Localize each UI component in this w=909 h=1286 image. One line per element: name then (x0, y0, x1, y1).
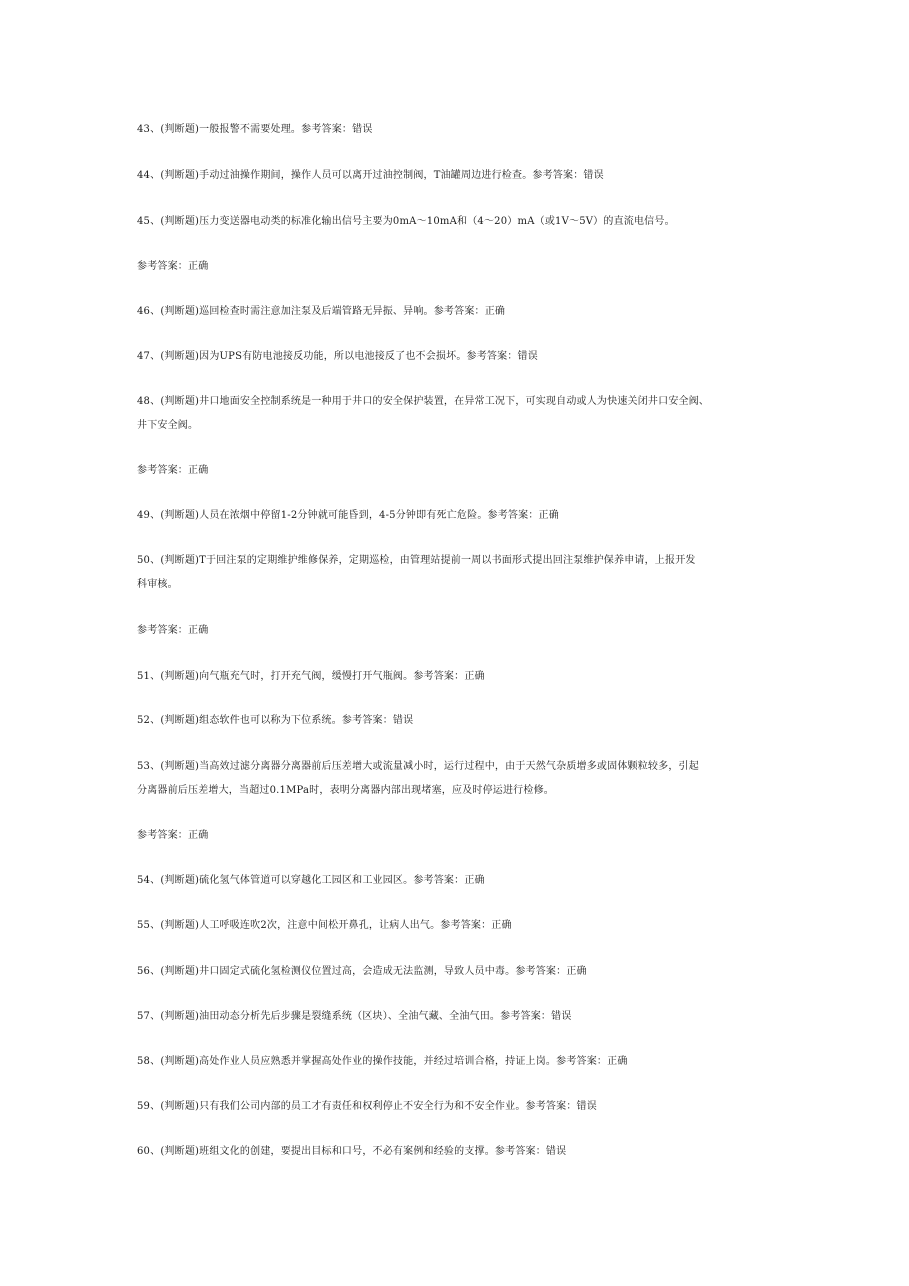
question-58: 58、(判断题)高处作业人员应熟悉并掌握高处作业的操作技能，并经过培训合格，持证上岗。参考答案：正确 (137, 1056, 628, 1067)
answer-50: 参考答案：正确 (137, 625, 209, 636)
question-60: 60、(判断题)班组文化的创建，要提出目标和口号，不必有案例和经验的支撑。参考答案：错误 (137, 1146, 567, 1157)
question-50-line1: 50、(判断题)T于回注泵的定期维护维修保养，定期巡检，由管理站提前一周以书面形式提出回注泵维护保养申请，上报开发 (137, 555, 696, 566)
question-47: 47、(判断题)因为UPS有防电池接反功能，所以电池接反了也不会损坏。参考答案：错误 (137, 351, 538, 362)
answer-45: 参考答案：正确 (137, 261, 209, 272)
question-57: 57、(判断题)油田动态分析先后步骤是裂缝系统（区块）、全油气藏、全油气田。参考答案：错误 (137, 1011, 572, 1022)
question-48-line1: 48、(判断题)井口地面安全控制系统是一种用于井口的安全保护装置，在异常工况下，可实现自动或人为快速关闭井口安全阀、 (137, 396, 710, 407)
question-55: 55、(判断题)人工呼吸连吹2次，注意中间松开鼻孔，让病人出气。参考答案：正确 (137, 920, 512, 931)
question-51: 51、(判断题)向气瓶充气时，打开充气阀，缓慢打开气瓶阀。参考答案：正确 (137, 671, 485, 682)
question-54: 54、(判断题)硫化氢气体管道可以穿越化工园区和工业园区。参考答案：正确 (137, 875, 485, 886)
question-52: 52、(判断题)组态软件也可以称为下位系统。参考答案：错误 (137, 715, 414, 726)
answer-48: 参考答案：正确 (137, 465, 209, 476)
question-45: 45、(判断题)压力变送器电动类的标准化输出信号主要为0mA～10mA和（4～20）mA（或1V～5V）的直流电信号。 (137, 216, 675, 227)
question-59: 59、(判断题)只有我们公司内部的员工才有责任和权利停止不安全行为和不安全作业。参考答案：错误 (137, 1101, 597, 1112)
question-48-line2: 井下安全阀。 (137, 420, 199, 431)
question-53-line2: 分离器前后压差增大，当超过0.1MPa时，表明分离器内部出现堵塞，应及时停运进行检修。 (137, 785, 554, 796)
question-53-line1: 53、(判断题)当高效过滤分离器分离器前后压差增大或流量减小时，运行过程中，由于天然气杂质增多或固体颗粒较多，引起 (137, 761, 699, 772)
question-56: 56、(判断题)井口固定式硫化氢检测仪位置过高，会造成无法监测，导致人员中毒。参考答案：正确 (137, 966, 587, 977)
question-44: 44、(判断题)手动过油操作期间，操作人员可以离开过油控制阀，T油罐周边进行检查。参考答案：错误 (137, 170, 604, 181)
question-49: 49、(判断题)人员在浓烟中停留1-2分钟就可能昏到，4-5分钟即有死亡危险。参考答案：正确 (137, 510, 559, 521)
question-46: 46、(判断题)巡回检查时需注意加注泵及后端管路无异振、异响。参考答案：正确 (137, 306, 506, 317)
answer-53: 参考答案：正确 (137, 830, 209, 841)
question-50-line2: 科审核。 (137, 579, 178, 590)
question-43: 43、(判断题)一般报警不需要处理。参考答案：错误 (137, 124, 373, 135)
